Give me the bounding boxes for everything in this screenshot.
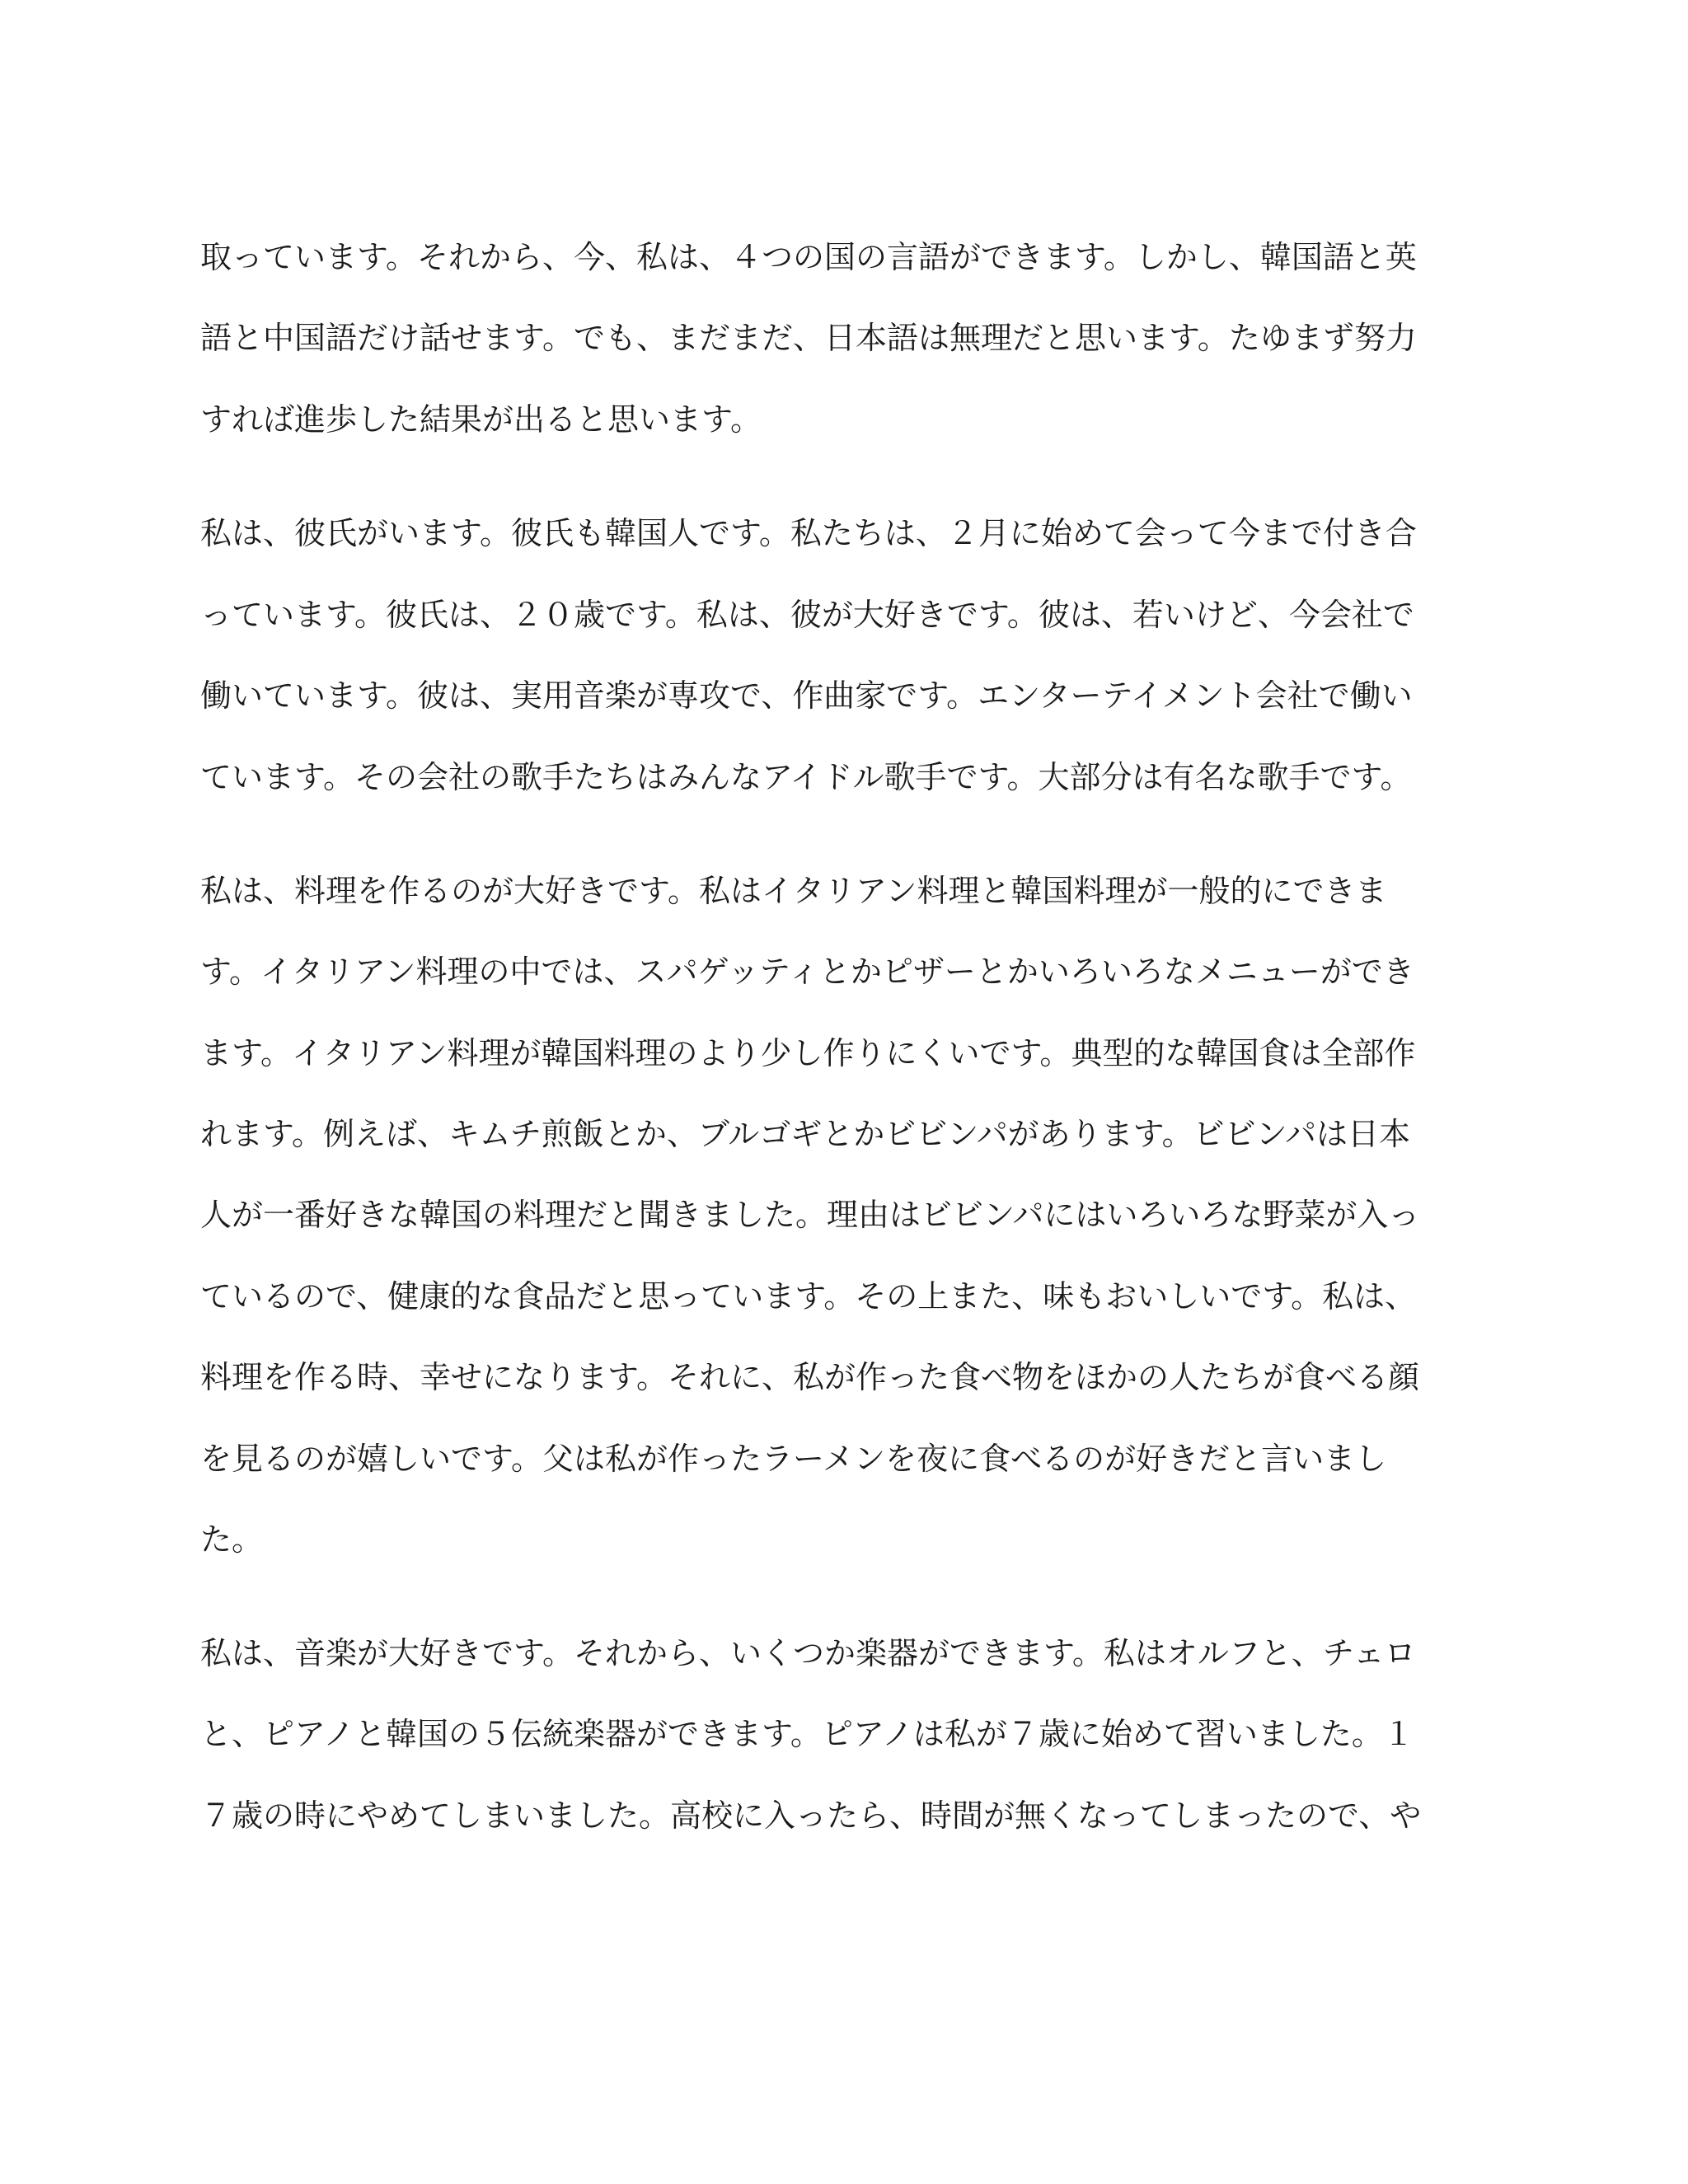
text-line: と、ピアノと韓国の５伝統楽器ができます。ピアノは私が７歳に始めて習いました。１: [200, 1716, 1414, 1752]
text-line: 私は、料理を作るのが大好きです。私はイタリアン料理と韓国料理が一般的にできま: [200, 873, 1387, 909]
text-line: を見るのが嬉しいです。父は私が作ったラーメンを夜に食べるのが好きだと言いまし: [200, 1441, 1387, 1477]
text-line: ているので、健康的な食品だと思っています。その上また、味もおいしいです。私は、: [200, 1278, 1417, 1315]
text-line: 取っています。それから、今、私は、４つの国の言語ができます。しかし、韓国語と英: [200, 239, 1417, 275]
text-line: 働いています。彼は、実用音楽が専攻で、作曲家です。エンターテイメント会社で働い: [200, 677, 1413, 714]
text-line: ます。イタリアン料理が韓国料理のより少し作りにくいです。典型的な韓国食は全部作: [200, 1035, 1416, 1071]
text-line: 私は、彼氏がいます。彼氏も韓国人です。私たちは、２月に始めて会って今まで付き合: [200, 515, 1417, 551]
text-line: ています。その会社の歌手たちはみんなアイドル歌手です。大部分は有名な歌手です。: [200, 759, 1412, 795]
text-line: すれば進歩した結果が出ると思います。: [200, 401, 762, 438]
text-line: れます。例えば、キムチ煎飯とか、ブルゴギとかビビンパがあります。ビビンパは日本: [200, 1116, 1410, 1152]
text-line: っています。彼氏は、２０歳です。私は、彼が大好きです。彼は、若いけど、今会社で: [200, 597, 1414, 633]
text-line: 人が一番好きな韓国の料理だと聞きました。理由はビビンパにはいろいろな野菜が入っ: [200, 1197, 1420, 1233]
text-line: す。イタリアン料理の中では、スパゲッティとかピザーとかいろいろなメニューができ: [200, 954, 1414, 990]
text-line: ７歳の時にやめてしまいました。高校に入ったら、時間が無くなってしまったので、や: [200, 1797, 1422, 1834]
text-line: 語と中国語だけ話せます。でも、まだまだ、日本語は無理だと思います。たゆまず努力: [200, 320, 1417, 356]
text-line: 料理を作る時、幸せになります。それに、私が作った食べ物をほかの人たちが食べる顔: [200, 1359, 1419, 1395]
text-line: 私は、音楽が大好きです。それから、いくつか楽器ができます。私はオルフと、チェロ: [200, 1635, 1416, 1671]
text-line: た。: [200, 1521, 264, 1558]
